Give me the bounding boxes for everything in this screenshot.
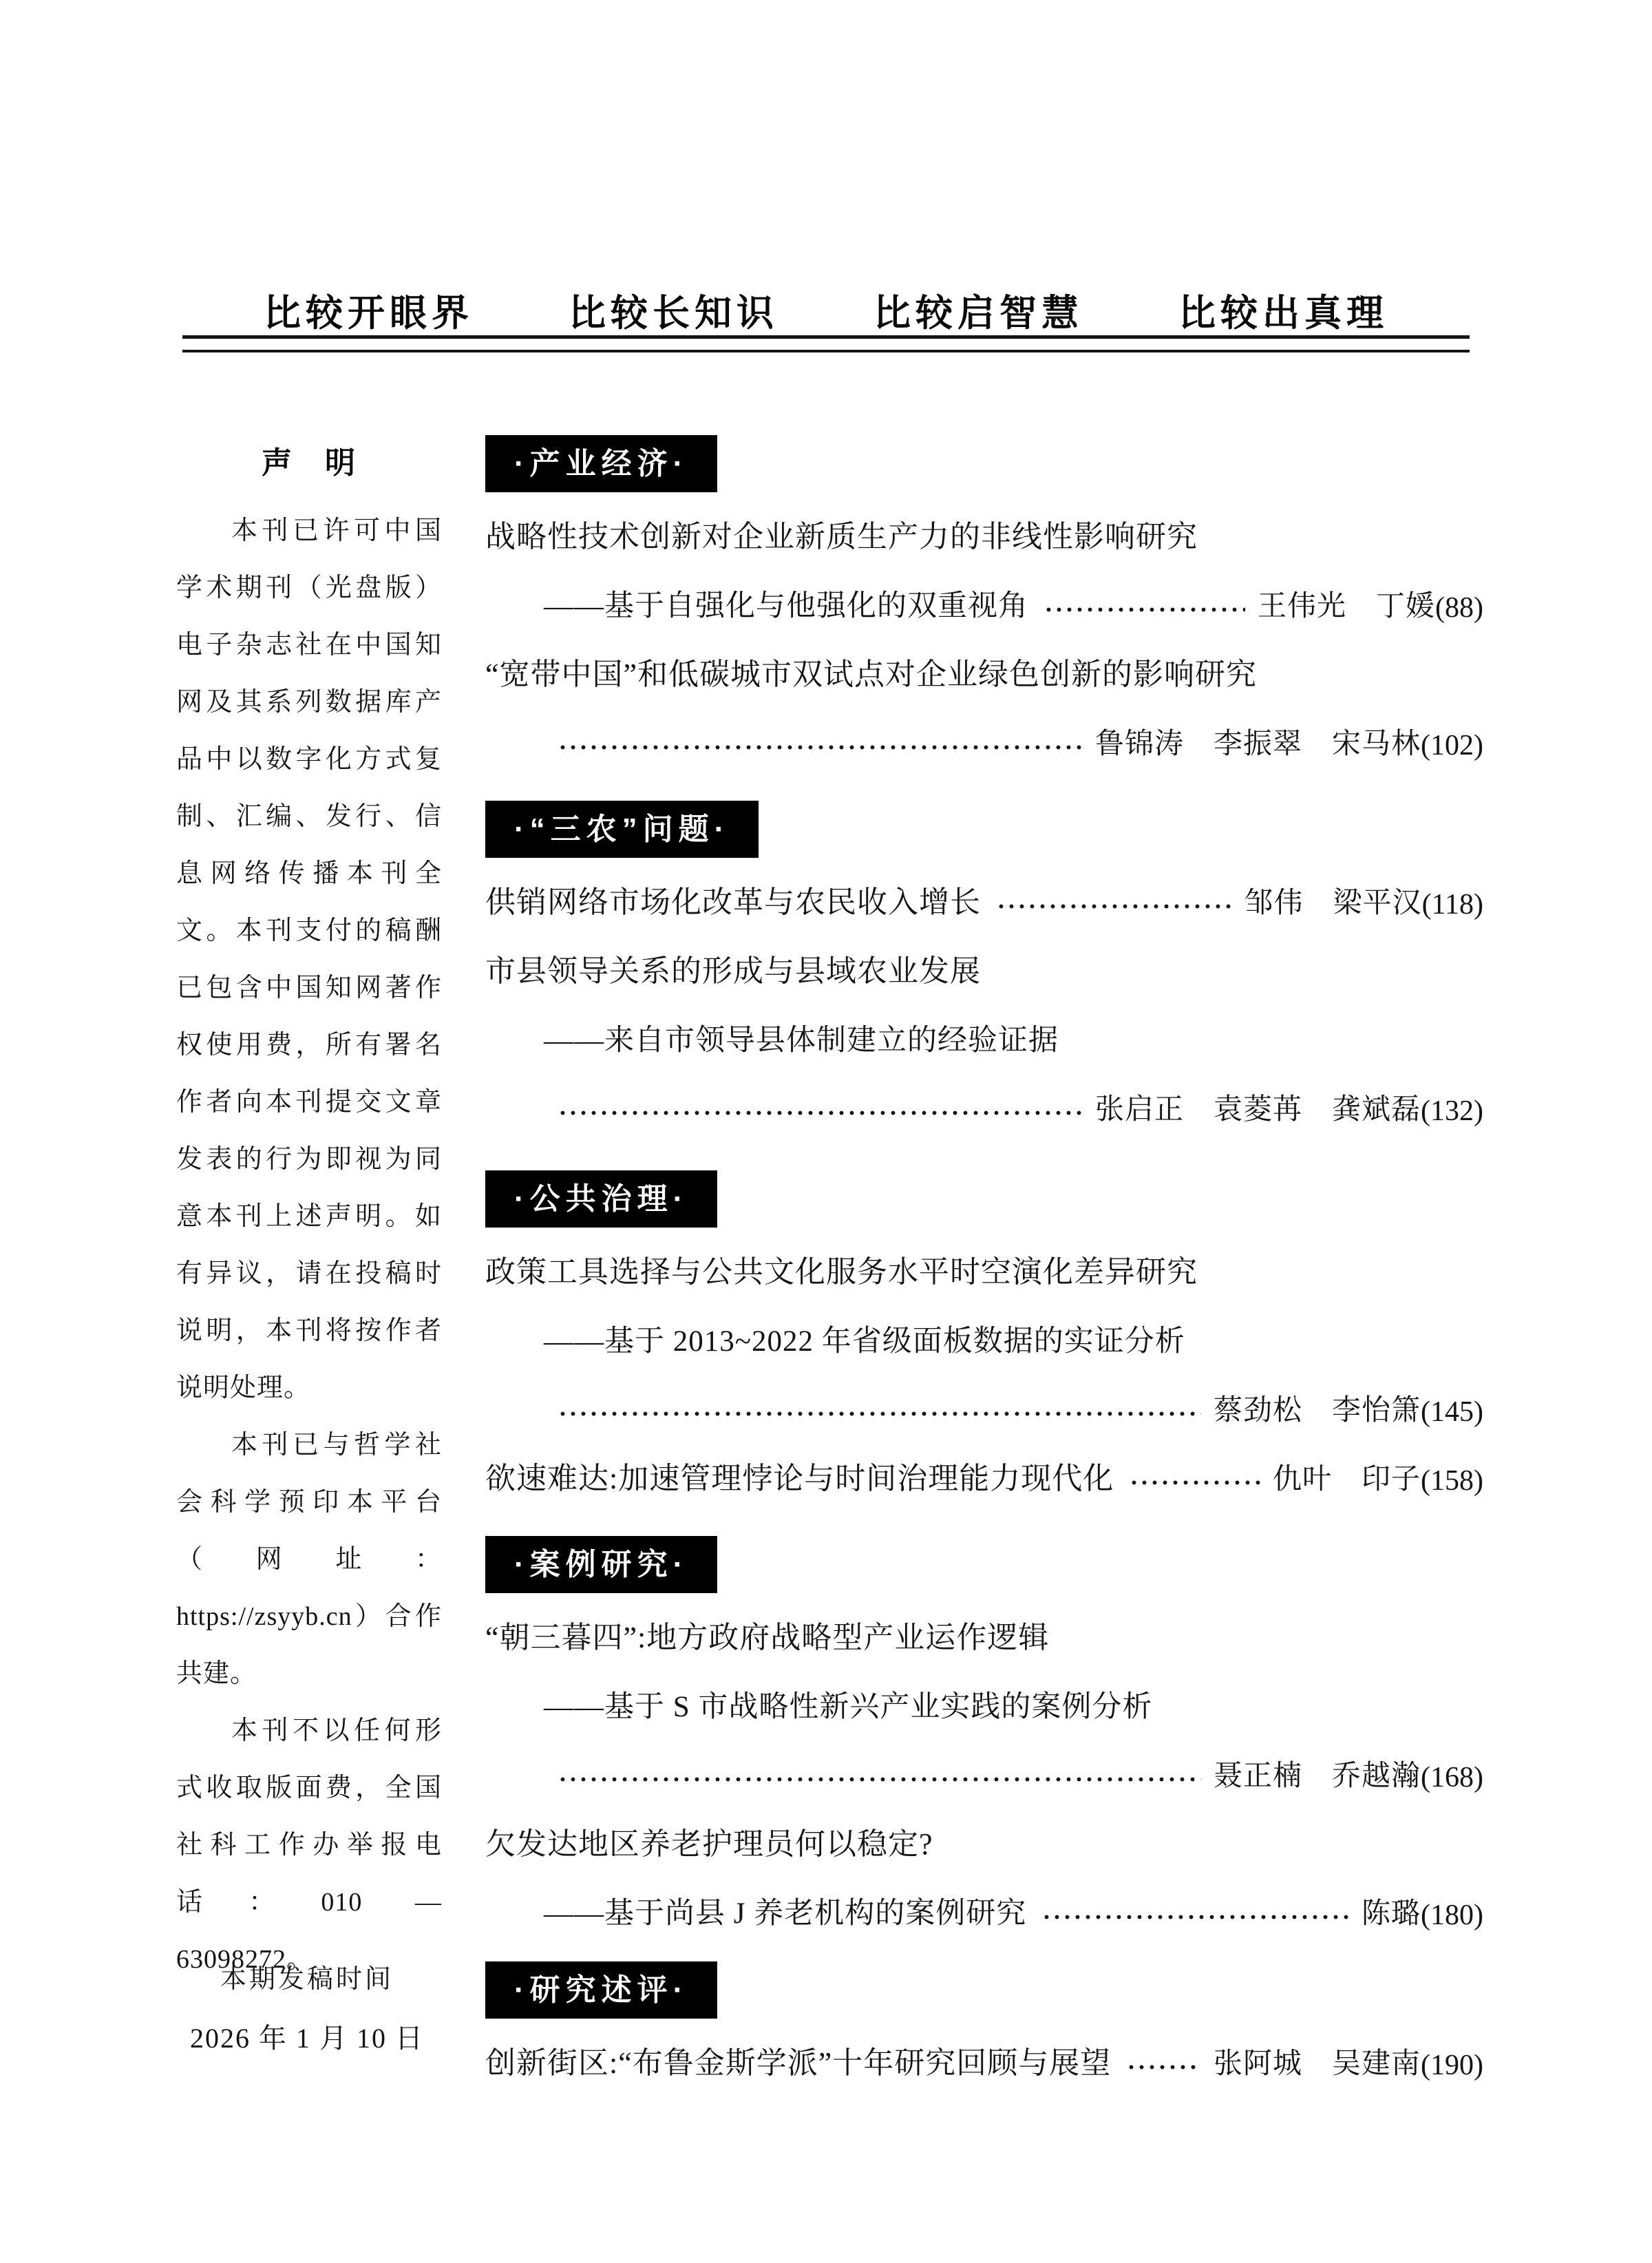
article-title: “朝三暮四”:地方政府战略型产业运作逻辑 bbox=[485, 1621, 1050, 1654]
declaration-paragraph: 本刊不以任何形式收取版面费，全国社科工作办举报电话：010 — 63098272。 bbox=[176, 1716, 442, 1974]
section-label-public-governance: ·公共治理· bbox=[485, 1170, 717, 1228]
toc-entry-single bbox=[485, 1434, 1483, 1503]
article-title: 供销网络市场化改革与农民收入增长 bbox=[485, 885, 981, 919]
article-subtitle: ——基于尚县 J 养老机构的案例研究 bbox=[544, 1897, 1027, 1930]
article-page-number: (190) bbox=[1421, 2050, 1483, 2081]
issue-date-label: 本期发稿时间 bbox=[220, 1965, 394, 1994]
dotted-leader bbox=[558, 1398, 1201, 1429]
toc-entry-single bbox=[485, 2019, 1483, 2087]
dotted-leader bbox=[1044, 594, 1245, 624]
article-title: 欠发达地区养老护理员何以稳定? bbox=[485, 1827, 933, 1861]
section-row bbox=[485, 435, 1483, 492]
article-subtitle: ——基于 S 市战略性新兴产业实践的案例分析 bbox=[544, 1691, 1153, 1723]
toc-entry-authors bbox=[485, 699, 1483, 768]
declaration-paragraph: 本刊已与哲学社会科学预印本平台（网址：https://zsyyb.cn）合作共建。 bbox=[176, 1431, 442, 1688]
article-page-number: (118) bbox=[1421, 889, 1483, 920]
toc-entry-subtitle bbox=[485, 996, 1483, 1064]
dotted-leader bbox=[558, 1097, 1083, 1128]
section-label-research-review: ·研究述评· bbox=[485, 1961, 717, 2019]
masthead-slogan: 比较长知识 bbox=[569, 293, 779, 334]
article-page-number: (145) bbox=[1421, 1396, 1483, 1428]
toc-entry-title bbox=[485, 1593, 1483, 1662]
article-page-number: (132) bbox=[1421, 1095, 1483, 1127]
article-authors: 蔡劲松 李怡箫 bbox=[1214, 1395, 1421, 1427]
masthead-slogan: 比较出真理 bbox=[1178, 293, 1388, 334]
article-title: “宽带中国”和低碳城市双试点对企业绿色创新的影响研究 bbox=[485, 657, 1258, 691]
toc-entry-title bbox=[485, 927, 1483, 996]
article-subtitle: ——来自市领导县体制建立的经验证据 bbox=[544, 1024, 1059, 1057]
masthead-slogan: 比较开眼界 bbox=[264, 293, 474, 334]
section-label-industry-economy: ·产业经济· bbox=[485, 435, 717, 492]
declaration-title: 声 明 bbox=[262, 446, 357, 480]
section-row bbox=[485, 801, 1483, 858]
dotted-leader bbox=[1126, 2052, 1201, 2082]
toc-entry-title bbox=[485, 1228, 1483, 1296]
article-page-number: (168) bbox=[1421, 1762, 1483, 1793]
declaration-paragraph: 本刊已许可中国学术期刊（光盘版）电子杂志社在中国知网及其系列数据库产品中以数字化方式复制、汇编、发行、信息网络传播本刊全文。本刊支付的稿酬已包含中国知网著作权使用费，所有署名作者向本刊提交文章发表的行为即视为同意本刊上述声明。如有异议，请在投稿时说明，本刊将按作者说明处理。 bbox=[176, 516, 442, 1402]
masthead-slogan: 比较启智慧 bbox=[873, 293, 1083, 334]
toc-entry-subtitle bbox=[485, 561, 1483, 630]
article-subtitle: ——基于 2013~2022 年省级面板数据的实证分析 bbox=[544, 1325, 1185, 1358]
toc-entry-authors bbox=[485, 1064, 1483, 1133]
article-page-number: (158) bbox=[1421, 1465, 1483, 1497]
article-authors: 仇叶 印子 bbox=[1273, 1464, 1421, 1495]
section-label-sannong-issues: ·“三农”问题· bbox=[485, 801, 759, 858]
article-title: 创新街区:“布鲁金斯学派”十年研究回顾与展望 bbox=[485, 2046, 1112, 2080]
article-title: 欲速难达:加速管理悖论与时间治理能力现代化 bbox=[485, 1462, 1114, 1495]
issue-date: 2026 年 1 月 10 日 bbox=[190, 2023, 424, 2054]
toc-entry-authors bbox=[485, 1365, 1483, 1434]
article-page-number: (88) bbox=[1435, 592, 1483, 624]
dotted-leader bbox=[1041, 1902, 1349, 1932]
dotted-leader bbox=[558, 1764, 1201, 1794]
declaration-panel bbox=[176, 438, 442, 1988]
toc bbox=[485, 435, 1483, 2087]
article-page-number: (102) bbox=[1421, 730, 1483, 761]
section-row bbox=[485, 1536, 1483, 1593]
article-title: 市县领导关系的形成与县域农业发展 bbox=[485, 954, 981, 988]
article-authors: 邹伟 梁平汉 bbox=[1244, 887, 1422, 919]
article-page-number: (180) bbox=[1421, 1899, 1483, 1931]
toc-entry-title bbox=[485, 492, 1483, 561]
dotted-leader bbox=[1129, 1467, 1260, 1497]
declaration-body bbox=[176, 503, 442, 1988]
toc-entry-authors bbox=[485, 1731, 1483, 1800]
article-authors: 王伟光 丁媛 bbox=[1258, 591, 1436, 622]
article-title: 战略性技术创新对企业新质生产力的非线性影响研究 bbox=[485, 520, 1198, 554]
section-row bbox=[485, 1170, 1483, 1228]
article-authors: 张阿城 吴建南 bbox=[1214, 2048, 1421, 2080]
article-authors: 陈璐 bbox=[1362, 1898, 1421, 1930]
section-label-case-studies: ·案例研究· bbox=[485, 1536, 717, 1593]
dotted-leader bbox=[558, 732, 1083, 762]
masthead-slogans bbox=[182, 284, 1470, 337]
section-row bbox=[485, 1961, 1483, 2019]
toc-entry-subtitle bbox=[485, 1869, 1483, 1937]
article-title: 政策工具选择与公共文化服务水平时空演化差异研究 bbox=[485, 1255, 1198, 1289]
toc-entry-title bbox=[485, 1800, 1483, 1869]
article-authors: 鲁锦涛 李振翠 宋马林 bbox=[1095, 728, 1421, 760]
issue-date-block bbox=[169, 1950, 445, 2067]
double-rule-divider bbox=[182, 335, 1470, 352]
article-authors: 聂正楠 乔越瀚 bbox=[1214, 1760, 1421, 1792]
toc-entry-subtitle bbox=[485, 1296, 1483, 1365]
toc-entry-single bbox=[485, 858, 1483, 927]
article-subtitle: ——基于自强化与他强化的双重视角 bbox=[544, 590, 1028, 622]
dotted-leader bbox=[996, 891, 1232, 921]
article-authors: 张启正 袁菱苒 龚斌磊 bbox=[1095, 1094, 1421, 1126]
toc-entry-subtitle bbox=[485, 1662, 1483, 1731]
toc-entry-title bbox=[485, 630, 1483, 699]
